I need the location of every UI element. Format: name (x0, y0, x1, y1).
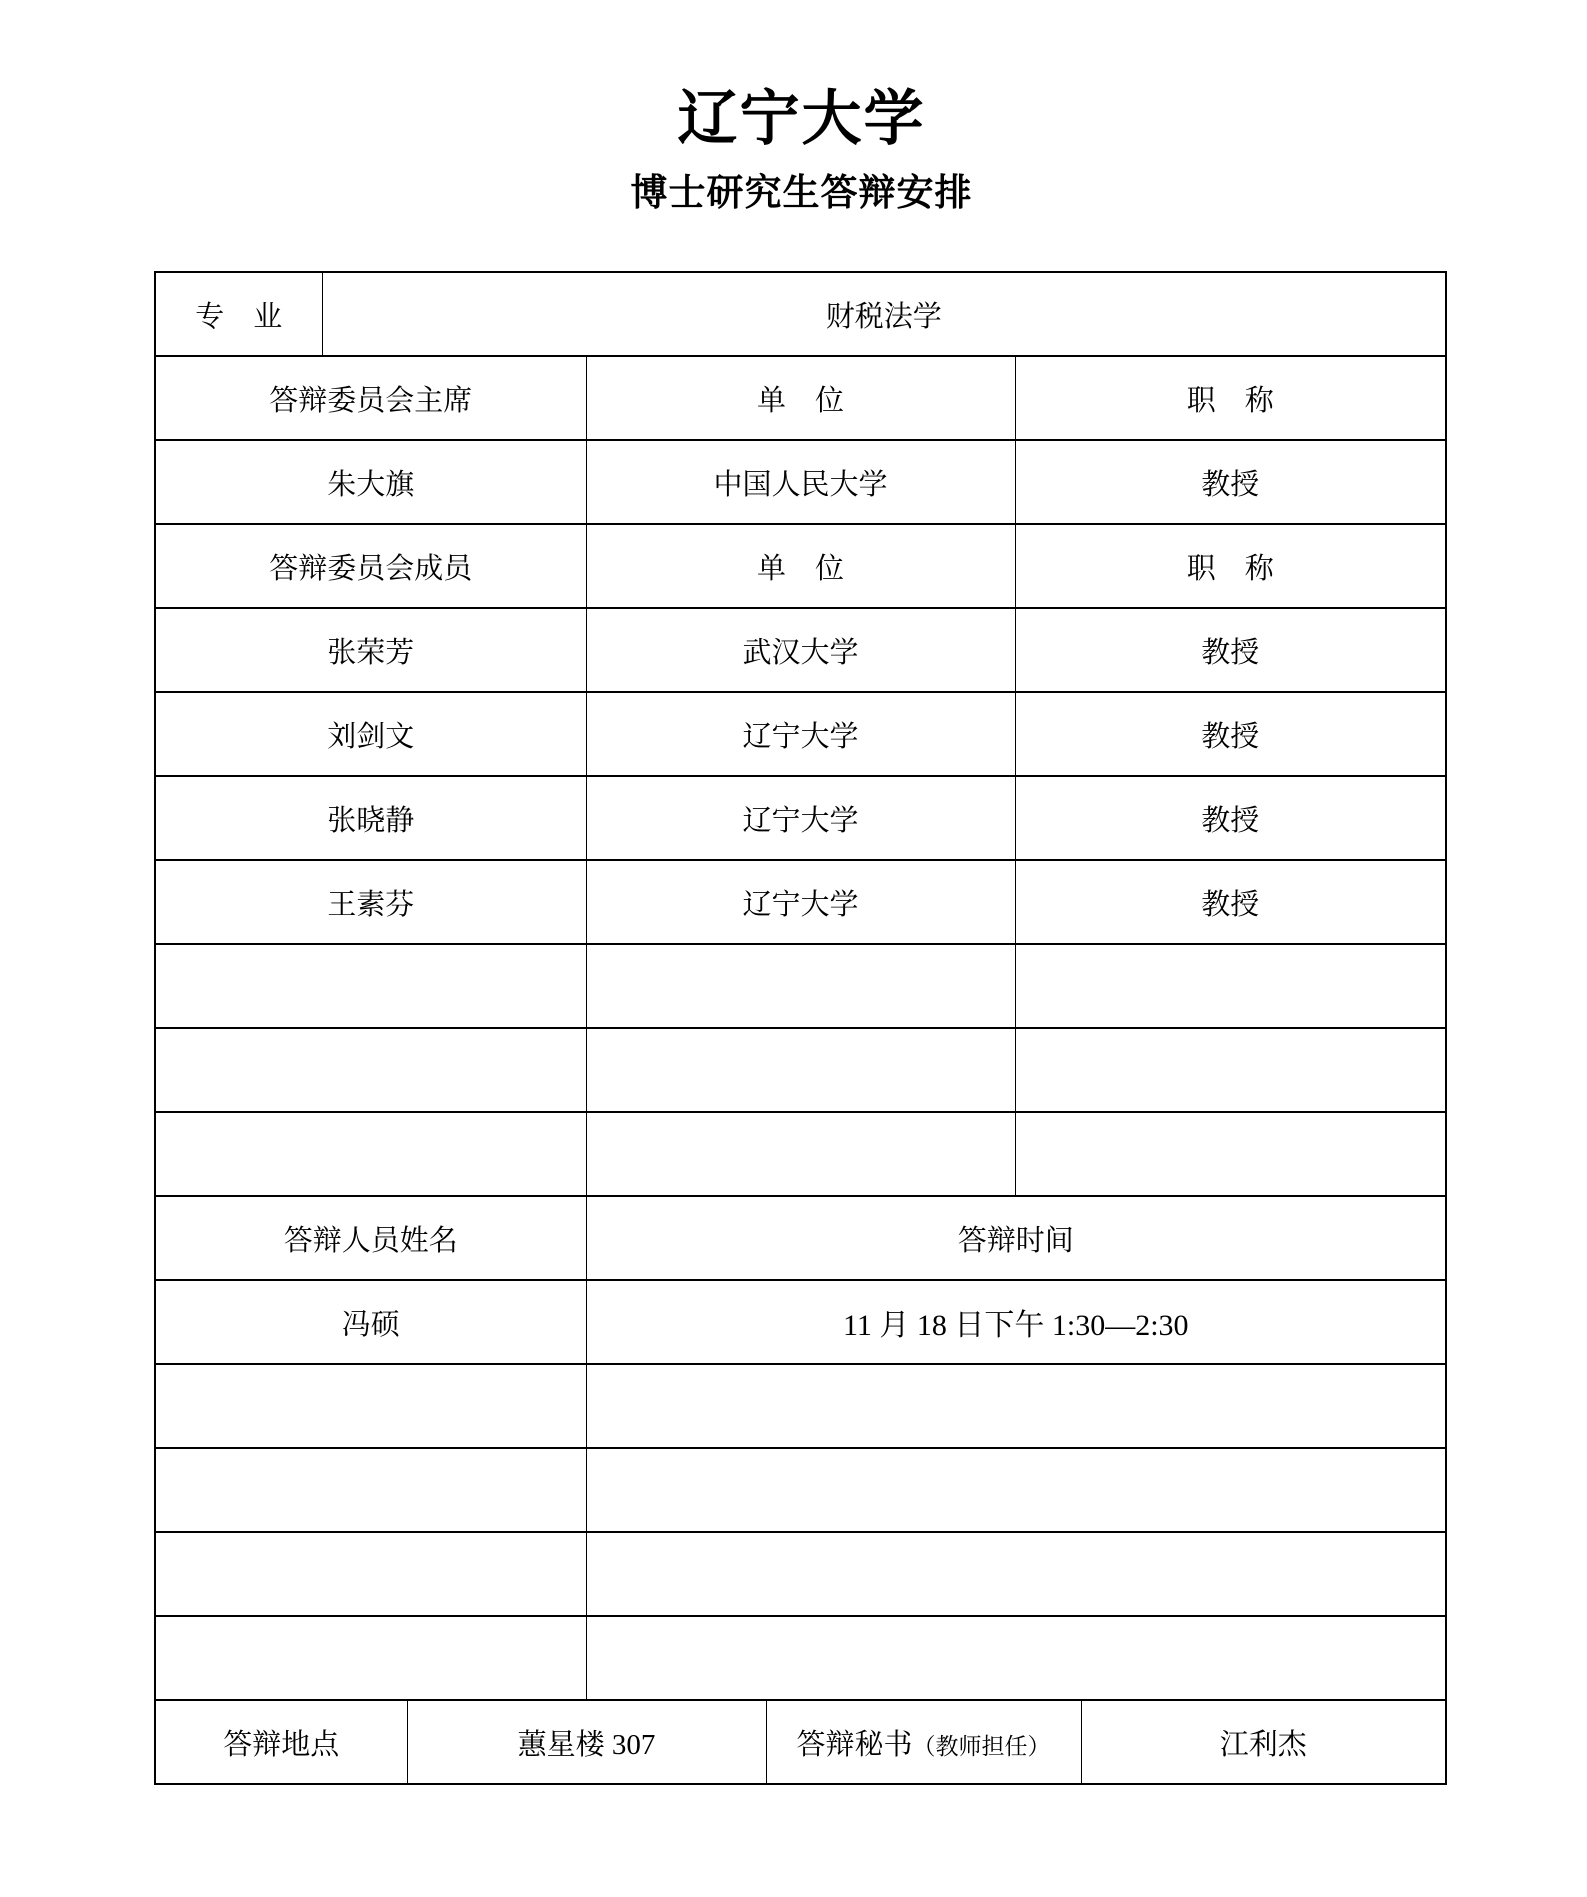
defense-name-cell: 冯硕 (155, 1280, 586, 1364)
secretary-note: （教师担任） (912, 1733, 1051, 1759)
member-row (155, 608, 1446, 692)
empty-member-row (155, 944, 1446, 1028)
major-label-cell: 专 业 (155, 272, 322, 356)
empty-defense-row (155, 1532, 1446, 1616)
empty-cell (155, 1616, 586, 1700)
empty-cell (1015, 944, 1446, 1028)
member-name-cell: 张荣芳 (155, 608, 586, 692)
page-subtitle: 博士研究生答辩安排 (630, 171, 973, 214)
member-unit-cell: 武汉大学 (586, 608, 1015, 692)
major-row (155, 272, 1446, 356)
member-unit-cell: 辽宁大学 (586, 860, 1015, 944)
secretary-value-cell: 江利杰 (1081, 1700, 1446, 1784)
member-name-cell: 王素芬 (155, 860, 586, 944)
member-title-cell: 教授 (1015, 776, 1446, 860)
member-unit-cell: 辽宁大学 (586, 776, 1015, 860)
member-title-cell: 教授 (1015, 860, 1446, 944)
location-value-cell: 蕙星楼 307 (407, 1700, 766, 1784)
secretary-label-cell (766, 1700, 1081, 1784)
empty-cell (155, 1028, 586, 1112)
member-name-cell: 刘剑文 (155, 692, 586, 776)
empty-defense-row (155, 1448, 1446, 1532)
defense-row (155, 1280, 1446, 1364)
empty-cell (155, 1448, 586, 1532)
member-header-row (155, 524, 1446, 608)
empty-defense-row (155, 1616, 1446, 1700)
chair-name-cell: 朱大旗 (155, 440, 586, 524)
chair-header-name-cell: 答辩委员会主席 (155, 356, 586, 440)
chair-header-title-cell: 职 称 (1015, 356, 1446, 440)
member-row (155, 692, 1446, 776)
empty-cell (586, 1532, 1446, 1616)
defense-schedule-table (154, 271, 1447, 1785)
empty-cell (586, 1616, 1446, 1700)
defense-header-row (155, 1196, 1446, 1280)
chair-header-unit-cell: 单 位 (586, 356, 1015, 440)
empty-cell (586, 1112, 1015, 1196)
secretary-label: 答辩秘书 (796, 1728, 913, 1761)
member-title-cell: 教授 (1015, 692, 1446, 776)
footer-row (155, 1700, 1446, 1784)
chair-row (155, 440, 1446, 524)
empty-cell (586, 944, 1015, 1028)
member-unit-cell: 辽宁大学 (586, 692, 1015, 776)
member-row (155, 860, 1446, 944)
empty-cell (155, 1532, 586, 1616)
major-value-cell: 财税法学 (322, 272, 1446, 356)
page-title: 辽宁大学 (677, 84, 926, 154)
empty-cell (1015, 1028, 1446, 1112)
defense-header-time-cell: 答辩时间 (586, 1196, 1446, 1280)
empty-member-row (155, 1028, 1446, 1112)
empty-cell (155, 1364, 586, 1448)
empty-member-row (155, 1112, 1446, 1196)
defense-header-name-cell: 答辩人员姓名 (155, 1196, 586, 1280)
chair-header-row (155, 356, 1446, 440)
defense-time-cell: 11 月 18 日下午 1:30—2:30 (586, 1280, 1446, 1364)
member-header-unit-cell: 单 位 (586, 524, 1015, 608)
empty-cell (586, 1028, 1015, 1112)
member-row (155, 776, 1446, 860)
location-label-cell: 答辩地点 (155, 1700, 407, 1784)
empty-cell (155, 1112, 586, 1196)
empty-cell (586, 1364, 1446, 1448)
member-title-cell: 教授 (1015, 608, 1446, 692)
chair-title-cell: 教授 (1015, 440, 1446, 524)
member-header-name-cell: 答辩委员会成员 (155, 524, 586, 608)
empty-cell (586, 1448, 1446, 1532)
member-name-cell: 张晓静 (155, 776, 586, 860)
member-header-title-cell: 职 称 (1015, 524, 1446, 608)
empty-cell (155, 944, 586, 1028)
empty-defense-row (155, 1364, 1446, 1448)
empty-cell (1015, 1112, 1446, 1196)
chair-unit-cell: 中国人民大学 (586, 440, 1015, 524)
